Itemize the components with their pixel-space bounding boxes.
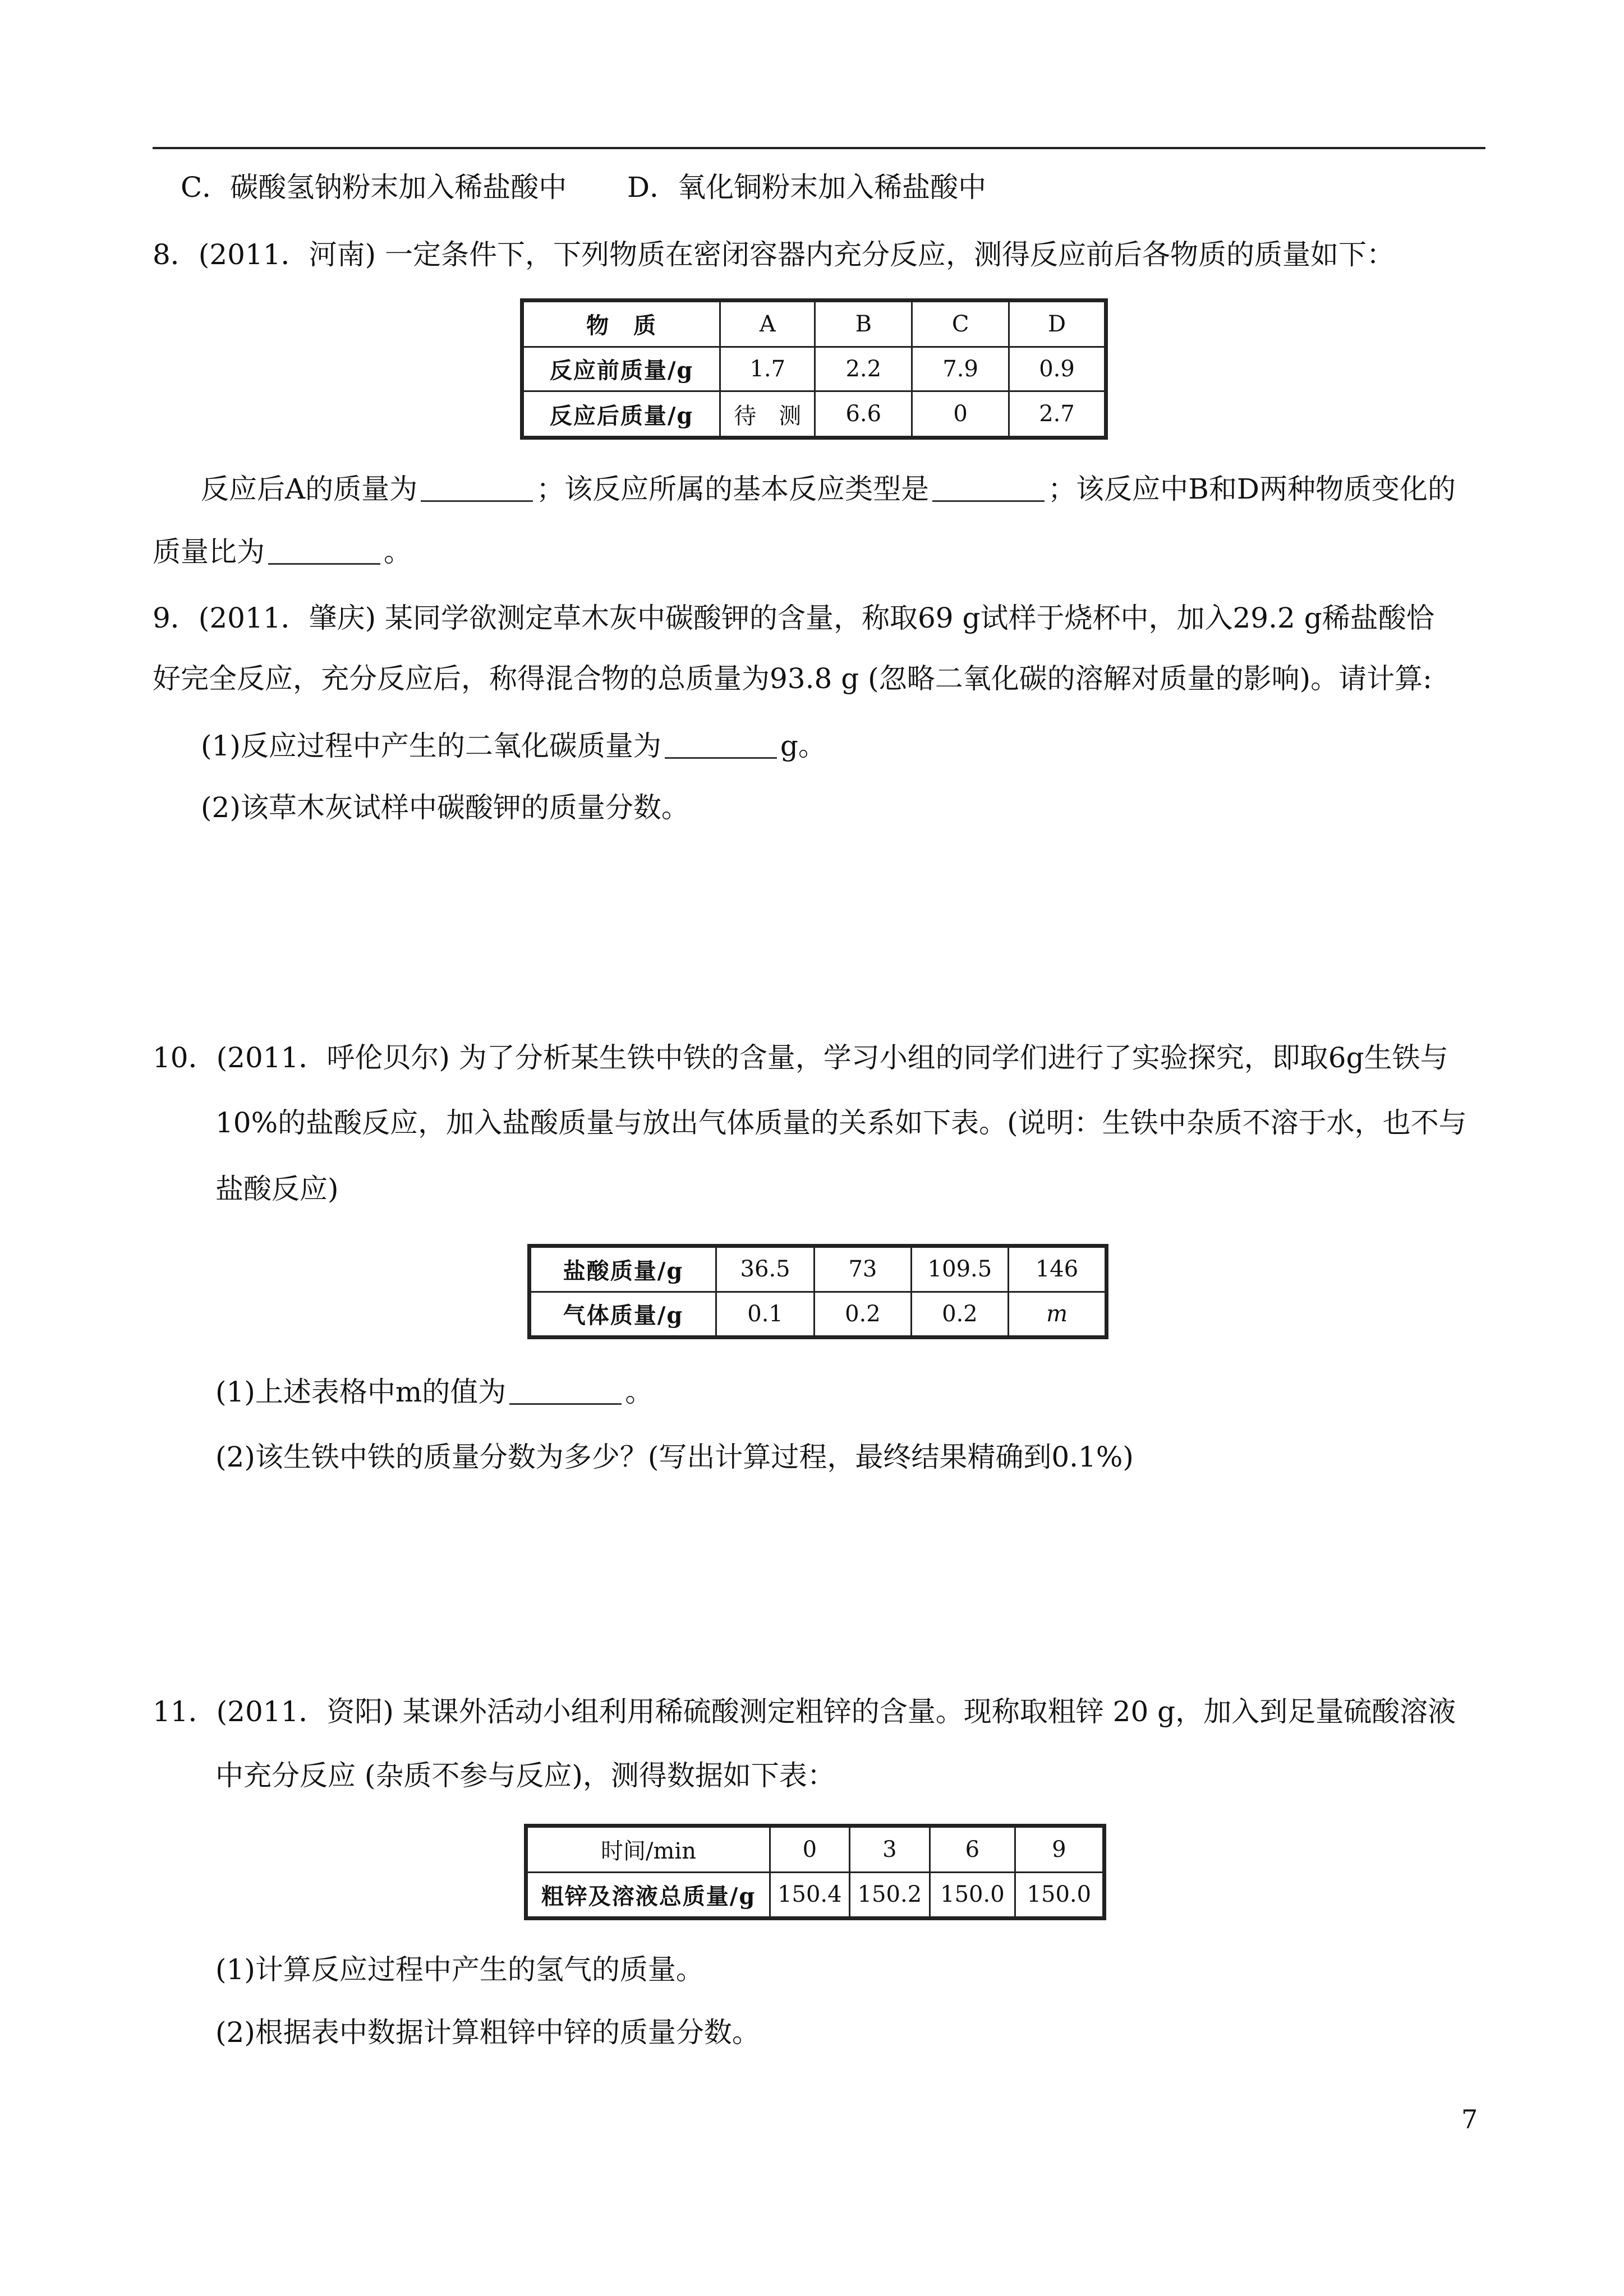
q11-sub2: (2)根据表中数据计算粗锌中锌的质量分数。 — [215, 2016, 760, 2049]
q10-sub1-end: 。 — [625, 1376, 654, 1408]
q8-stem: 8．(2011．河南) 一定条件下，下列物质在密闭容器内充分反应，测得反应前后各物质的质量如下： — [153, 238, 1395, 271]
table-cell: 0.9 — [1009, 347, 1106, 391]
table-cell: 109.5 — [911, 1246, 1008, 1292]
table-cell: 粗锌及溶液总质量/g — [526, 1872, 770, 1919]
table-cell: 9 — [1015, 1826, 1104, 1873]
q11-line2: 中充分反应 (杂质不参与反应)，测得数据如下表： — [215, 1759, 835, 1792]
table-cell: 3 — [849, 1826, 930, 1873]
table-cell: C — [912, 301, 1009, 347]
q10-sub1 — [215, 1375, 653, 1409]
q9-sub1-unit: g。 — [780, 730, 826, 762]
q10-sub1-text: (1)上述表格中m的值为 — [215, 1376, 507, 1408]
q11-sub1: (1)计算反应过程中产生的氢气的质量。 — [215, 1953, 704, 1986]
table-cell: 盐酸质量/g — [530, 1246, 716, 1292]
table-cell: 7.9 — [912, 347, 1009, 391]
q9-sub1-text: (1)反应过程中产生的二氧化碳质量为 — [201, 730, 661, 762]
q8-line2-part-b: 。 — [384, 536, 412, 568]
table-cell: 物 质 — [522, 301, 720, 347]
answer-blank[interactable] — [509, 1378, 622, 1405]
q8-line1-part-b: ；该反应所属的基本反应类型是 — [536, 473, 930, 505]
table-cell: 0.1 — [716, 1292, 815, 1338]
q8-line2 — [153, 535, 412, 569]
table-cell: A — [720, 301, 815, 347]
page-number: 7 — [1461, 2104, 1478, 2134]
table-cell: m — [1009, 1292, 1107, 1338]
q8-line2-part-a: 质量比为 — [153, 536, 265, 568]
table-cell: 36.5 — [716, 1246, 815, 1292]
q8-line1 — [201, 472, 1456, 506]
table-row — [530, 1246, 1107, 1292]
table-cell: D — [1009, 301, 1106, 347]
table-cell: 150.4 — [770, 1872, 850, 1919]
q9-line1: 9．(2011．肇庆) 某同学欲测定草木灰中碳酸钾的含量，称取69 g试样于烧杯中，加入29.2 g稀盐酸恰 — [153, 602, 1434, 634]
q8-line1-part-c: ；该反应中B和D两种物质变化的 — [1048, 473, 1456, 505]
header-rule — [153, 147, 1485, 149]
table-cell: 反应前质量/g — [522, 347, 720, 391]
q10-sub2: (2)该生铁中铁的质量分数为多少？(写出计算过程，最终结果精确到0.1%) — [215, 1441, 1134, 1473]
table-cell: 反应后质量/g — [522, 391, 720, 438]
q10-line3: 盐酸反应) — [215, 1173, 339, 1205]
q8-table — [520, 298, 1108, 440]
q8-line1-part-a: 反应后A的质量为 — [201, 473, 418, 505]
table-row — [526, 1826, 1105, 1873]
table-cell: 0.2 — [815, 1292, 912, 1338]
answer-blank[interactable] — [665, 732, 777, 759]
q9-sub1 — [201, 729, 826, 763]
table-cell: 2.2 — [815, 347, 912, 391]
table-row — [526, 1872, 1105, 1919]
table-cell: 150.0 — [930, 1872, 1015, 1919]
table-row — [530, 1292, 1107, 1338]
q9-sub2: (2)该草木灰试样中碳酸钾的质量分数。 — [201, 791, 689, 824]
answer-blank[interactable] — [932, 476, 1045, 502]
table-cell: 时间/min — [526, 1826, 770, 1873]
q11-table — [524, 1824, 1106, 1920]
table-cell: 气体质量/g — [530, 1292, 716, 1338]
answer-blank[interactable] — [421, 476, 533, 502]
table-row — [522, 347, 1106, 391]
q10-line2: 10%的盐酸反应，加入盐酸质量与放出气体质量的关系如下表。(说明：生铁中杂质不溶于水，也不与 — [215, 1106, 1467, 1139]
table-cell: 2.7 — [1009, 391, 1106, 438]
table-cell: 146 — [1009, 1246, 1107, 1292]
table-cell: 待 测 — [720, 391, 815, 438]
table-cell: 0 — [770, 1826, 850, 1873]
q10-table — [527, 1244, 1108, 1339]
table-cell: 150.0 — [1015, 1872, 1104, 1919]
table-row — [522, 301, 1106, 347]
answer-blank[interactable] — [268, 538, 380, 565]
q7-option-d: D．氧化铜粉末加入稀盐酸中 — [627, 171, 987, 204]
table-cell: 150.2 — [849, 1872, 930, 1919]
table-cell: 6 — [930, 1826, 1015, 1873]
table-cell: 0.2 — [911, 1292, 1008, 1338]
table-cell: B — [815, 301, 912, 347]
q10-line1: 10．(2011．呼伦贝尔) 为了分析某生铁中铁的含量，学习小组的同学们进行了实验探究，即取6g生铁与 — [153, 1041, 1448, 1074]
q7-option-c: C．碳酸氢钠粉末加入稀盐酸中 — [181, 171, 567, 204]
table-cell: 73 — [815, 1246, 912, 1292]
table-cell: 1.7 — [720, 347, 815, 391]
table-cell: 0 — [912, 391, 1009, 438]
table-row — [522, 391, 1106, 438]
q9-line2: 好完全反应，充分反应后，称得混合物的总质量为93.8 g (忽略二氧化碳的溶解对质量的影响)。请计算: — [153, 662, 1432, 695]
q11-line1: 11．(2011．资阳) 某课外活动小组利用稀硫酸测定粗锌的含量。现称取粗锌 20 g，加入到足量硫酸溶液 — [153, 1695, 1456, 1728]
table-cell: 6.6 — [815, 391, 912, 438]
